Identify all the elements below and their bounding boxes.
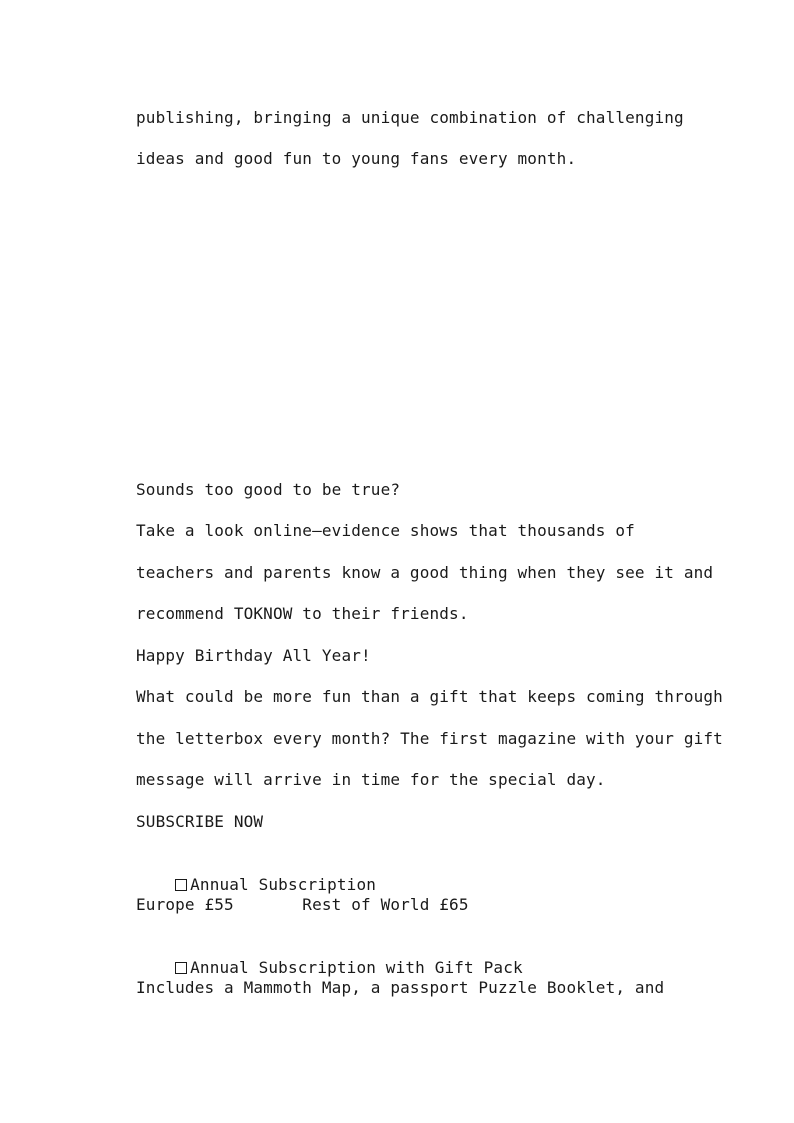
paragraph-line: recommend TOKNOW to their friends. xyxy=(136,604,469,623)
section-heading: Sounds too good to be true? xyxy=(136,480,401,499)
checkbox-annual[interactable] xyxy=(175,879,187,891)
subscribe-heading: SUBSCRIBE NOW xyxy=(136,812,264,831)
option-label: Annual Subscription with Gift Pack xyxy=(190,958,523,977)
prices-line: Europe £55 Rest of World £65 xyxy=(136,895,469,914)
paragraph-line: What could be more fun than a gift that keeps coming through xyxy=(136,687,723,706)
paragraph-line: message will arrive in time for the special day. xyxy=(136,770,606,789)
checkbox-gift-pack[interactable] xyxy=(175,962,187,974)
paragraph-line: Take a look online—evidence shows that thousands of xyxy=(136,521,635,540)
paragraph-line: the letterbox every month? The first magazine with your gift xyxy=(136,729,723,748)
paragraph-line: Includes a Mammoth Map, a passport Puzzle Booklet, and xyxy=(136,978,665,997)
paragraph-line: ideas and good fun to young fans every month. xyxy=(136,149,577,168)
section-heading: Happy Birthday All Year! xyxy=(136,646,371,665)
paragraph-line: publishing, bringing a unique combination of challenging xyxy=(136,108,684,127)
option-label: Annual Subscription xyxy=(190,875,377,894)
paragraph-line: teachers and parents know a good thing when they see it and xyxy=(136,563,714,582)
